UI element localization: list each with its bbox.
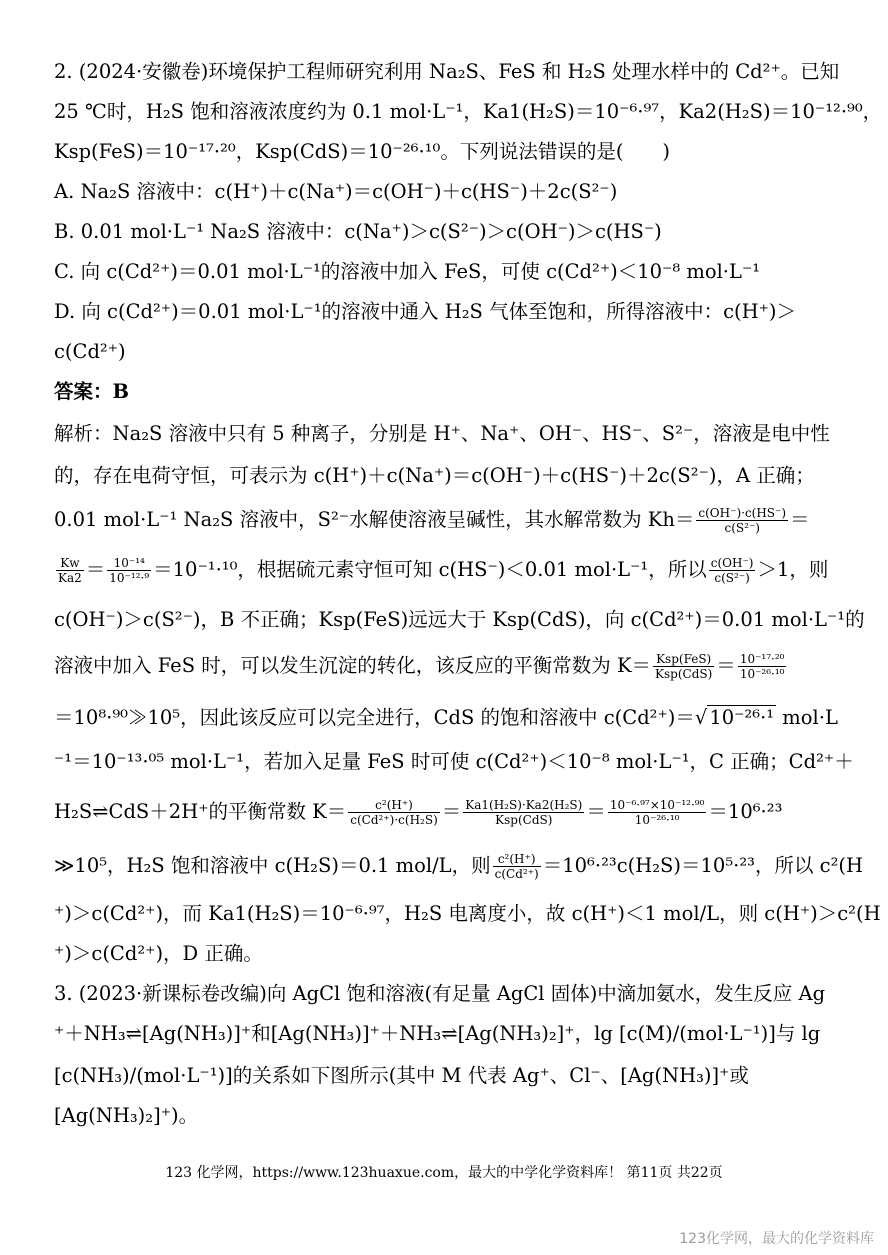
q3-line-1: 3. (2023·新课标卷改编)向 AgCl 饱和溶液(有足量 AgCl 固体)中滴加氨水，发生反应 Ag — [54, 982, 826, 1005]
analysis-line-5: c(OH⁻)＞c(S²⁻)，B 不正确；Ksp(FeS)远远大于 Ksp(CdS)，向 c(Cd²⁺)＝0.01 mol·L⁻¹的 — [54, 608, 865, 631]
equals-sign: ＝ — [586, 800, 606, 823]
analysis-line-9 — [54, 798, 782, 827]
q2-option-d: D. 向 c(Cd²⁺)＝0.01 mol·L⁻¹的溶液中通入 H₂S 气体至饱和，所得溶液中：c(H⁺)＞ — [54, 300, 797, 323]
fraction-numerator: c²(H⁺) — [493, 852, 541, 867]
fraction-numerator: Ksp(FeS) — [653, 652, 714, 667]
fraction-denominator: Ka2 — [58, 571, 82, 585]
analysis-line-4 — [54, 556, 828, 585]
answer-value: B — [112, 380, 129, 403]
analysis-l4-tail: ＞1，则 — [757, 558, 829, 581]
fraction-numerator: Ka1(H₂S)·Ka2(H₂S) — [465, 798, 583, 812]
fraction-numerator: Kw — [56, 556, 84, 571]
q2-line-2: 25 ℃时，H₂S 饱和溶液浓度约为 0.1 mol·L⁻¹，Ka1(H₂S)＝10⁻⁶·⁹⁷，Ka2(H₂S)＝10⁻¹²·⁹⁰， — [54, 100, 883, 123]
equals-sign: ＝ — [790, 508, 810, 531]
sqrt-radicand: 10⁻²⁶·¹ — [709, 706, 775, 729]
equals-sign: ＝ — [441, 800, 462, 823]
q3-line-3: [c(NH₃)/(mol·L⁻¹)]的关系如下图所示(其中 M 代表 Ag⁺、Cl⁻、[Ag(NH₃)]⁺或 — [54, 1064, 749, 1087]
analysis-line-11: ⁺)＞c(Cd²⁺)，而 Ka1(H₂S)＝10⁻⁶·⁹⁷，H₂S 电离度小，故 c(H⁺)＜1 mol/L，则 c(H⁺)＞c²(H — [54, 902, 881, 925]
analysis-l9-text: H₂S⇌CdS＋2H⁺的平衡常数 K＝ — [54, 800, 347, 823]
analysis-line-2: 的，存在电荷守恒，可表示为 c(H⁺)＋c(Na⁺)＝c(OH⁻)＋c(HS⁻)＋2c(S²⁻)，A 正确； — [54, 464, 815, 487]
analysis-line-8: ⁻¹＝10⁻¹³·⁰⁵ mol·L⁻¹，若加入足量 FeS 时可使 c(Cd²⁺)＜10⁻⁸ mol·L⁻¹，C 正确；Cd²⁺＋ — [54, 750, 854, 773]
fraction-denominator: c(Cd²⁺)·c(H₂S) — [350, 813, 438, 827]
fraction-numerator: c²(H⁺) — [348, 798, 440, 813]
fraction-denominator: Ksp(CdS) — [495, 813, 553, 827]
hydrolysis-fraction — [696, 506, 788, 535]
fraction-denominator: Ksp(CdS) — [655, 667, 713, 681]
page-footer: 123 化学网，https://www.123huaxue.com，最大的中学化学资料库！ 第11页 共22页 — [165, 1165, 723, 1181]
analysis-l3-text: 0.01 mol·L⁻¹ Na₂S 溶液中，S²⁻水解使溶液呈碱性，其水解常数为 Kh＝ — [54, 508, 695, 531]
equals-sign: ＝ — [716, 654, 736, 677]
ksp-fraction — [653, 652, 714, 681]
analysis-l9-tail: ＝10⁶·²³ — [708, 800, 783, 823]
ratio-fraction-2 — [493, 852, 541, 881]
q2-line-3: Ksp(FeS)＝10⁻¹⁷·²⁰，Ksp(CdS)＝10⁻²⁶·¹⁰。下列说法错误的是( ) — [54, 140, 671, 163]
watermark: 123化学网，最大的化学资料库 — [679, 1231, 874, 1247]
fraction-denominator: c(Cd²⁺) — [494, 867, 539, 881]
q3-line-4: [Ag(NH₃)₂]⁺)。 — [54, 1104, 199, 1127]
ksp-value-fraction — [738, 652, 787, 681]
fraction-denominator: c(S²⁻) — [714, 571, 750, 585]
analysis-l10-tail: ＝10⁶·²³c(H₂S)＝10⁵·²³，所以 c²(H — [542, 854, 864, 877]
fraction-numerator: c(OH⁻)·c(HS⁻) — [698, 506, 787, 520]
ka-fraction — [463, 798, 584, 827]
q3-line-2: ⁺＋NH₃⇌[Ag(NH₃)]⁺和[Ag(NH₃)]⁺＋NH₃⇌[Ag(NH₃)₂]⁺，lg [c(M)/(mol·L⁻¹)]与 lg — [54, 1022, 821, 1045]
analysis-l10-text: ≫10⁵，H₂S 饱和溶液中 c(H₂S)＝0.1 mol/L，则 — [54, 854, 491, 877]
answer-line — [54, 378, 129, 406]
q2-option-b: B. 0.01 mol·L⁻¹ Na₂S 溶液中：c(Na⁺)＞c(S²⁻)＞c(OH⁻)＞c(HS⁻) — [54, 220, 662, 243]
analysis-line-12: ⁺)＞c(Cd²⁺)，D 正确。 — [54, 942, 263, 965]
fraction-denominator: 10⁻¹²·⁹ — [109, 571, 150, 585]
analysis-l7-text: ＝10⁸·⁹⁰≫10⁵，因此该反应可以完全进行，CdS 的饱和溶液中 c(Cd²⁺)＝√ — [54, 706, 708, 729]
analysis-line-6 — [54, 652, 788, 681]
analysis-l6-text: 溶液中加入 FeS 时，可以发生沉淀的转化，该反应的平衡常数为 K＝ — [54, 654, 652, 677]
fraction-numerator: 10⁻¹⁷·²⁰ — [739, 652, 785, 666]
fraction-numerator: 10⁻¹⁴ — [107, 556, 151, 571]
analysis-line-7 — [54, 704, 838, 732]
analysis-line-1 — [54, 420, 830, 448]
numeric-fraction — [608, 798, 707, 827]
analysis-text: 解析：Na₂S 溶液中只有 5 种离子，分别是 H⁺、Na⁺、OH⁻、HS⁻、S²⁻，溶液是电中性 — [54, 422, 830, 445]
equals-sign: ＝ — [85, 558, 106, 581]
analysis-line-10 — [54, 852, 863, 881]
fraction-numerator: 10⁻⁶·⁹⁷×10⁻¹²·⁹⁰ — [609, 798, 705, 812]
answer-label: 答案： — [54, 380, 113, 403]
value-fraction — [107, 556, 151, 585]
q2-line-1: 2. (2024·安徽卷)环境保护工程师研究利用 Na₂S、FeS 和 H₂S 处理水样中的 Cd²⁺。已知 — [54, 60, 840, 83]
ratio-fraction — [709, 556, 756, 585]
q2-option-a: A. Na₂S 溶液中：c(H⁺)＋c(Na⁺)＝c(OH⁻)＋c(HS⁻)＋2c(S²⁻) — [54, 180, 618, 203]
analysis-l4-text: ＝10⁻¹·¹⁰，根据硫元素守恒可知 c(HS⁻)＜0.01 mol·L⁻¹，所以 — [153, 558, 707, 581]
analysis-line-3 — [54, 506, 810, 535]
q2-option-c: C. 向 c(Cd²⁺)＝0.01 mol·L⁻¹的溶液中加入 FeS，可使 c(Cd²⁺)＜10⁻⁸ mol·L⁻¹ — [54, 260, 761, 283]
kw-fraction — [56, 556, 84, 585]
q2-option-d-cont: c(Cd²⁺) — [54, 340, 126, 363]
fraction-denominator: 10⁻²⁶·¹⁰ — [634, 813, 680, 827]
fraction-denominator: c(S²⁻) — [724, 521, 760, 535]
analysis-l7-unit: mol·L — [776, 706, 838, 729]
equilibrium-fraction — [348, 798, 440, 827]
fraction-numerator: c(OH⁻) — [710, 556, 754, 570]
fraction-denominator: 10⁻²⁶·¹⁰ — [739, 667, 785, 681]
